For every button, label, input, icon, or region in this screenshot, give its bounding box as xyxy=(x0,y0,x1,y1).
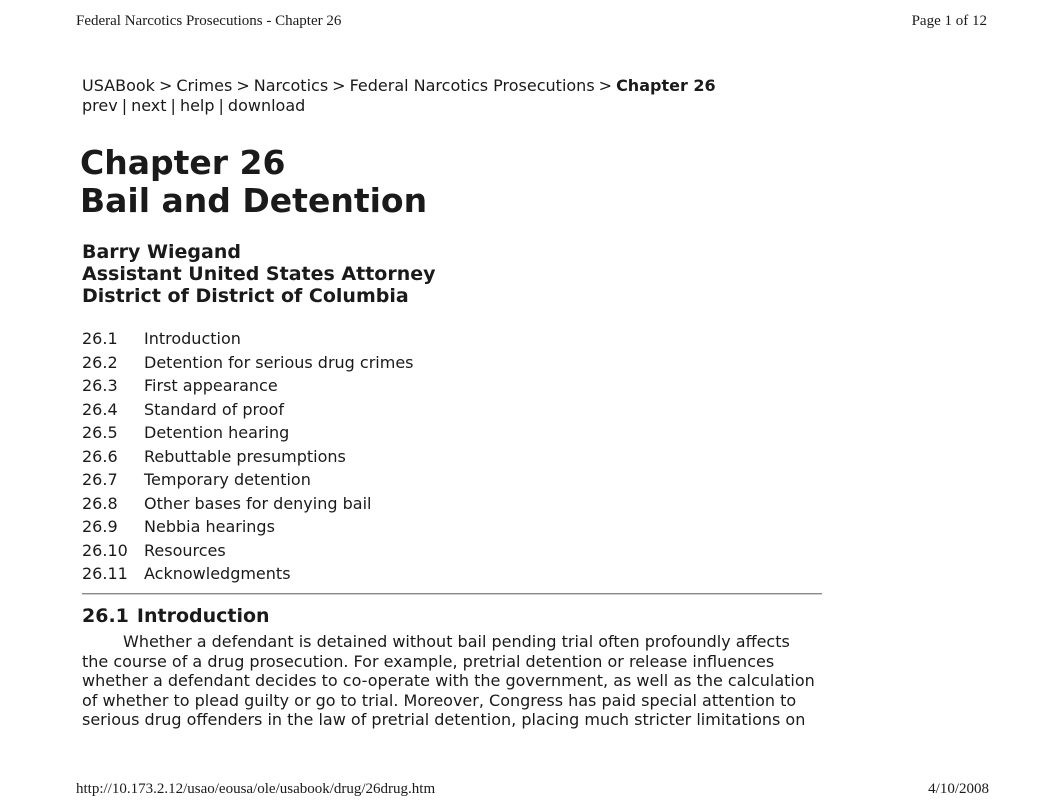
body-line: the course of a drug prosecution. For example, pretrial detention or release influences xyxy=(82,651,775,671)
breadcrumb-separator: > xyxy=(236,76,250,95)
toc-link[interactable]: Detention hearing xyxy=(144,423,290,442)
toc-item xyxy=(82,374,414,398)
download-link[interactable]: download xyxy=(227,96,306,115)
toc-link[interactable]: Standard of proof xyxy=(144,399,284,419)
print-footer-url: http://10.173.2.12/usao/eousa/ole/usabook/drug/26drug.htm xyxy=(76,781,436,797)
section-heading xyxy=(82,604,270,628)
toc-link[interactable]: Introduction xyxy=(144,329,241,348)
breadcrumb-current: Chapter 26 xyxy=(616,76,716,95)
toc-link[interactable]: Other bases for denying bail xyxy=(144,493,372,513)
toc-link[interactable]: Detention for serious drug crimes xyxy=(144,352,414,372)
page-title xyxy=(80,144,427,220)
toc-item xyxy=(82,445,414,469)
body-line: whether a defendant decides to co-operate with the government, as well as the calculation xyxy=(82,671,815,690)
author-name: Barry Wiegand xyxy=(82,241,241,263)
toc-number: 26.8 xyxy=(82,493,118,513)
section-title: Introduction xyxy=(136,605,270,627)
help-link[interactable]: help xyxy=(179,96,215,115)
nav-separator: | xyxy=(121,96,128,115)
page-nav-links xyxy=(82,96,305,116)
toc-number: 26.5 xyxy=(82,423,118,442)
toc-item xyxy=(82,515,414,539)
nav-separator: | xyxy=(170,96,176,115)
toc-link[interactable]: Acknowledgments xyxy=(144,564,291,583)
toc-item xyxy=(82,562,414,586)
toc-item xyxy=(82,398,414,422)
toc-item xyxy=(82,539,414,563)
chapter-number: Chapter 26 xyxy=(80,143,286,182)
toc-item xyxy=(82,327,414,351)
breadcrumb xyxy=(82,76,716,96)
print-header-title: Federal Narcotics Prosecutions - Chapter 26 xyxy=(76,13,342,29)
toc-link[interactable]: Temporary detention xyxy=(144,470,311,489)
author-title: Assistant United States Attorney xyxy=(82,263,436,285)
author-block xyxy=(82,241,436,307)
toc-number: 26.10 xyxy=(82,540,128,560)
print-header-page: Page 1 of 12 xyxy=(911,13,987,29)
section-body xyxy=(82,632,827,730)
breadcrumb-narcotics[interactable]: Narcotics xyxy=(253,76,329,95)
table-of-contents xyxy=(82,327,414,586)
toc-number: 26.3 xyxy=(82,376,118,395)
toc-link[interactable]: Resources xyxy=(144,540,226,560)
toc-link[interactable]: Nebbia hearings xyxy=(144,517,275,536)
toc-item xyxy=(82,421,414,445)
breadcrumb-crimes[interactable]: Crimes xyxy=(176,76,233,95)
next-link[interactable]: next xyxy=(131,96,167,115)
body-line: Whether a defendant is detained without bail pending trial often profoundly affects xyxy=(123,632,790,651)
print-footer-date: 4/10/2008 xyxy=(928,781,989,797)
breadcrumb-separator: > xyxy=(598,76,613,95)
breadcrumb-separator: > xyxy=(332,76,346,95)
body-line: serious drug offenders in the law of pretrial detention, placing much stricter limitations on xyxy=(82,710,806,729)
prev-link[interactable]: prev xyxy=(82,96,118,115)
toc-item xyxy=(82,351,414,375)
section-number: 26.1 xyxy=(82,605,129,627)
toc-number: 26.6 xyxy=(82,446,118,466)
author-district: District of District of Columbia xyxy=(82,285,409,307)
toc-item xyxy=(82,492,414,516)
chapter-title: Bail and Detention xyxy=(80,181,428,220)
toc-number: 26.4 xyxy=(82,399,118,419)
toc-link[interactable]: First appearance xyxy=(144,376,278,395)
body-line: of whether to plead guilty or go to trial. Moreover, Congress has paid special attention to xyxy=(82,690,797,710)
toc-number: 26.1 xyxy=(82,329,118,348)
breadcrumb-federal-narcotics-prosecutions[interactable]: Federal Narcotics Prosecutions xyxy=(349,76,595,95)
section-divider xyxy=(82,593,822,595)
nav-separator: | xyxy=(218,96,224,115)
toc-number: 26.2 xyxy=(82,352,118,372)
breadcrumb-separator: > xyxy=(158,76,173,95)
toc-item xyxy=(82,468,414,492)
toc-number: 26.7 xyxy=(82,470,118,489)
breadcrumb-usabook[interactable]: USABook xyxy=(82,76,155,95)
toc-number: 26.9 xyxy=(82,517,118,536)
toc-number: 26.11 xyxy=(82,564,128,583)
toc-link[interactable]: Rebuttable presumptions xyxy=(144,446,346,466)
